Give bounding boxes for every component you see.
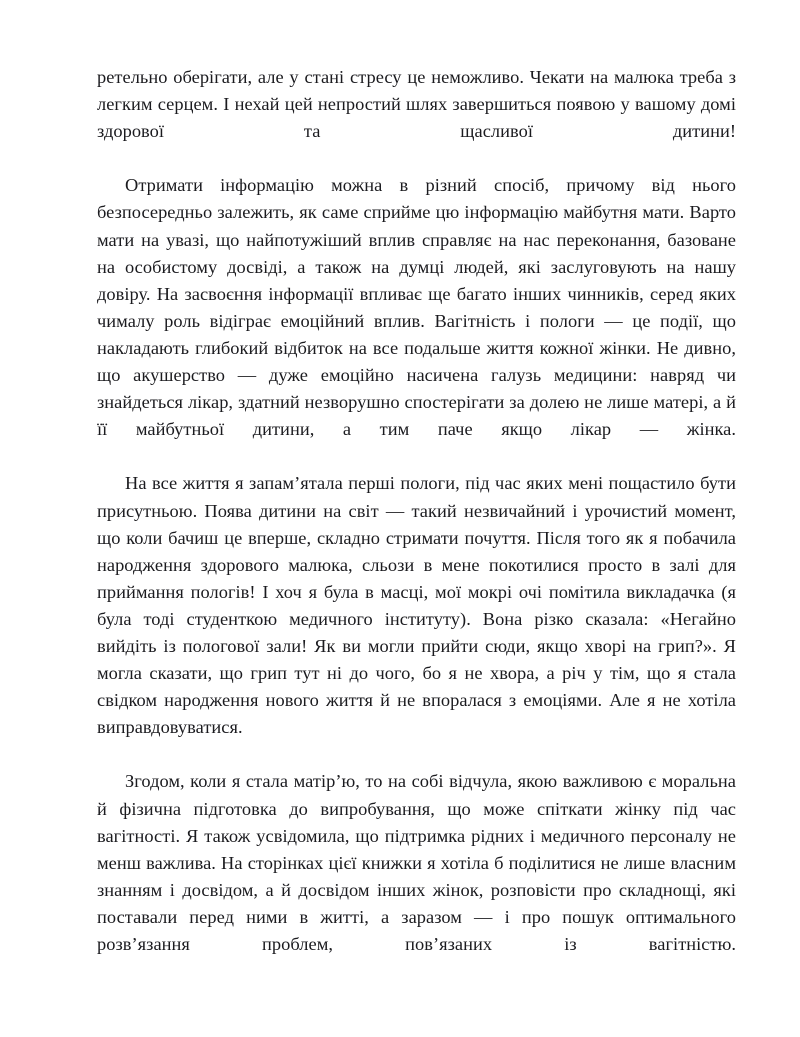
page-text-block <box>97 64 736 985</box>
paragraph-body: На все життя я запам’ятала перші пологи, під час яких мені пощастило бути присутньою. Поява дитини на світ — такий незвичайний і урочистий момент, що коли бачиш це вперше, складно стримати почуття. Після того як я побачила народження здорового малюка, сльози в мене покотилися просто в залі для приймання пологів! І хоч я була в масці, мої мокрі очі помітила викладачка (я була тоді студенткою медичного інституту). Вона різко сказала: «Негайно вийдіть із пологової зали! Як ви могли прийти сюди, якщо хворі на грип?». Я могла сказати, що грип тут ні до чого, бо я не хвора, а річ у тім, що я стала свідком народження нового життя й не впоралася з емоціями. Але я не хотіла виправдовуватися. <box>97 473 736 738</box>
paragraph-body: Згодом, коли я стала матір’ю, то на собі відчула, якою важливою є моральна й фізична підготовка до випробування, що може спіткати жінку під час вагітності. Я також усвідомила, що підтримка рідних і медичного персоналу не менш важлива. На сторінках цієї книжки я хотіла б поділитися не лише власним знанням і досвідом, а й досвідом інших жінок, розповісти про складнощі, які поставали перед ними в житті, а заразом — і про пошук оптимального розв’язання проблем, пов’язаних із вагітністю. <box>97 771 736 954</box>
paragraph-body: Отримати інформацію можна в різний спосіб, причому від нього безпосередньо залежить, як саме сприйме цю інформацію майбутня мати. Варто мати на увазі, що найпотужіший вплив справляє на нас переконання, базоване на особистому досвіді, а також на думці людей, які заслуговують на нашу довіру. На засвоєння інформації впливає ще багато інших чинників, серед яких чималу роль відіграє емоційний вплив. Вагітність і пологи — це події, що накладають глибокий відбиток на все подальше життя кожної жінки. Не дивно, що акушерство — дуже емоційно насичена галузь медицини: навряд чи знайдеться лікар, здатний незворушно спостерігати за долею не лише матері, а й її майбутньої дитини, а тим паче якщо лікар — жінка. <box>97 175 736 440</box>
paragraph-continuation: ретельно оберігати, але у стані стресу це неможливо. Чекати на малюка треба з легким серцем. І нехай цей непростий шлях завершиться появою у вашому домі здорової та щасливої дитини! <box>97 67 736 142</box>
